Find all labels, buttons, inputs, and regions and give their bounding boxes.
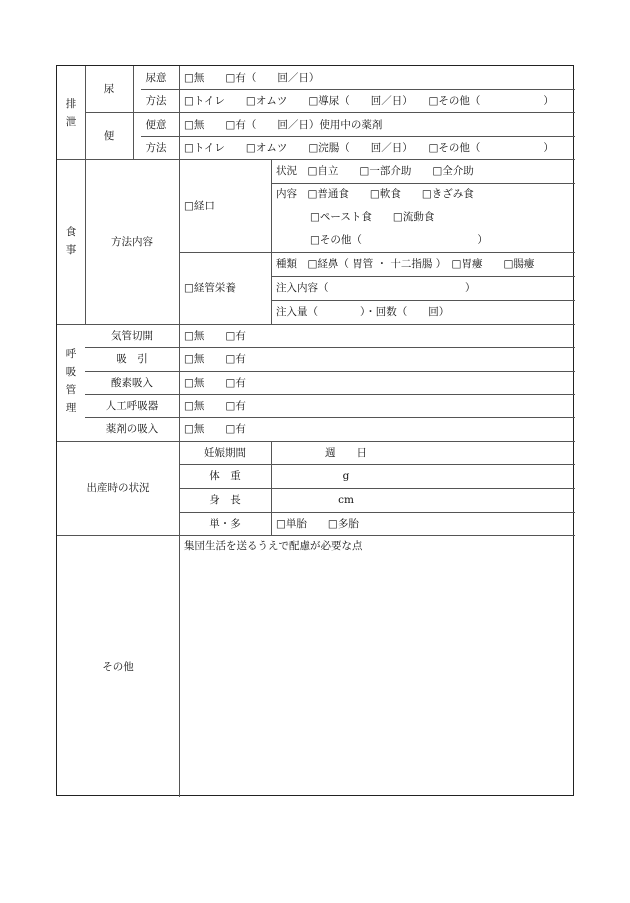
tube-content[interactable]: 注入内容（ ） — [276, 282, 476, 294]
oral-content-1[interactable]: 内容 □普通食 □軟食 □きざみ食 — [276, 188, 474, 200]
other-section-label: その他 — [102, 661, 134, 673]
respiratory-row-options[interactable]: □無 □有 — [184, 330, 246, 342]
divider — [85, 347, 575, 348]
divider — [85, 417, 575, 418]
divider — [179, 512, 575, 513]
divider — [179, 488, 575, 489]
divider — [85, 112, 575, 113]
divider — [141, 89, 575, 90]
meal-method-label: 方法内容 — [111, 236, 153, 248]
tube-label[interactable]: □経管栄養 — [184, 282, 236, 294]
divider — [85, 371, 575, 372]
stool-method-label: 方法 — [145, 142, 167, 154]
excretion-section-label: 排泄 — [65, 98, 77, 128]
divider — [179, 252, 575, 253]
birth-row-value[interactable]: □単胎 □多胎 — [276, 518, 359, 530]
health-form-table — [56, 65, 574, 796]
birth-row-value[interactable]: cm — [338, 494, 354, 506]
birth-section-label: 出産時の状況 — [86, 482, 150, 494]
oral-status[interactable]: 状況 □自立 □一部介助 □全介助 — [276, 165, 474, 177]
birth-row-value[interactable]: 週 日 — [325, 447, 367, 459]
urine-sense-label: 尿意 — [145, 72, 167, 84]
stool-label: 便 — [103, 130, 115, 142]
respiratory-row-options[interactable]: □無 □有 — [184, 423, 246, 435]
divider — [85, 394, 575, 395]
divider — [141, 136, 575, 137]
stool-sense-label: 便意 — [145, 119, 167, 131]
divider — [57, 324, 575, 325]
tube-amount[interactable]: 注入量（ ）・回数（ 回） — [276, 306, 450, 318]
respiratory-row-options[interactable]: □無 □有 — [184, 377, 246, 389]
respiratory-row-label: 薬剤の吸入 — [105, 423, 159, 435]
respiratory-row-options[interactable]: □無 □有 — [184, 353, 246, 365]
respiratory-row-label: 気管切開 — [111, 330, 153, 342]
urine-method-options[interactable]: □トイレ □オムツ □導尿（ 回／日） □その他（ ） — [184, 95, 554, 107]
divider — [179, 464, 575, 465]
divider — [271, 276, 575, 277]
divider — [85, 66, 86, 324]
urine-label: 尿 — [103, 83, 115, 95]
divider — [57, 535, 575, 536]
stool-method-options[interactable]: □トイレ □オムツ □浣腸（ 回／日） □その他（ ） — [184, 142, 554, 154]
respiratory-row-options[interactable]: □無 □有 — [184, 400, 246, 412]
divider — [271, 300, 575, 301]
oral-content-3[interactable]: □その他（ ） — [310, 234, 488, 246]
birth-row-value[interactable]: g — [342, 470, 350, 482]
respiratory-row-label: 人工呼吸器 — [105, 400, 159, 412]
birth-row-label: 妊娠期間 — [204, 447, 246, 459]
respiratory-section-label: 呼吸管理 — [65, 348, 77, 414]
oral-content-2[interactable]: □ペースト食 □流動食 — [310, 211, 435, 223]
meal-section-label: 食事 — [65, 226, 77, 256]
urine-sense-options[interactable]: □無 □有（ 回／日） — [184, 72, 320, 84]
divider — [271, 183, 575, 184]
oral-label[interactable]: □経口 — [184, 200, 215, 212]
birth-row-label: 体 重 — [209, 470, 241, 482]
divider — [57, 441, 575, 442]
urine-method-label: 方法 — [145, 95, 167, 107]
other-note-label: 集団生活を送るうえで配慮が必要な点 — [184, 540, 363, 552]
other-note-area[interactable] — [180, 556, 574, 795]
birth-row-label: 単・多 — [209, 518, 241, 530]
stool-sense-options[interactable]: □無 □有（ 回／日）使用中の薬剤 — [184, 119, 383, 131]
divider — [271, 159, 272, 324]
birth-row-label: 身 長 — [209, 494, 241, 506]
divider — [57, 159, 575, 160]
respiratory-row-label: 酸素吸入 — [111, 377, 153, 389]
tube-type[interactable]: 種類 □経鼻（ 胃管 ・ 十二指腸 ） □胃瘻 □腸瘻 — [276, 258, 535, 270]
respiratory-row-label: 吸 引 — [116, 353, 148, 365]
